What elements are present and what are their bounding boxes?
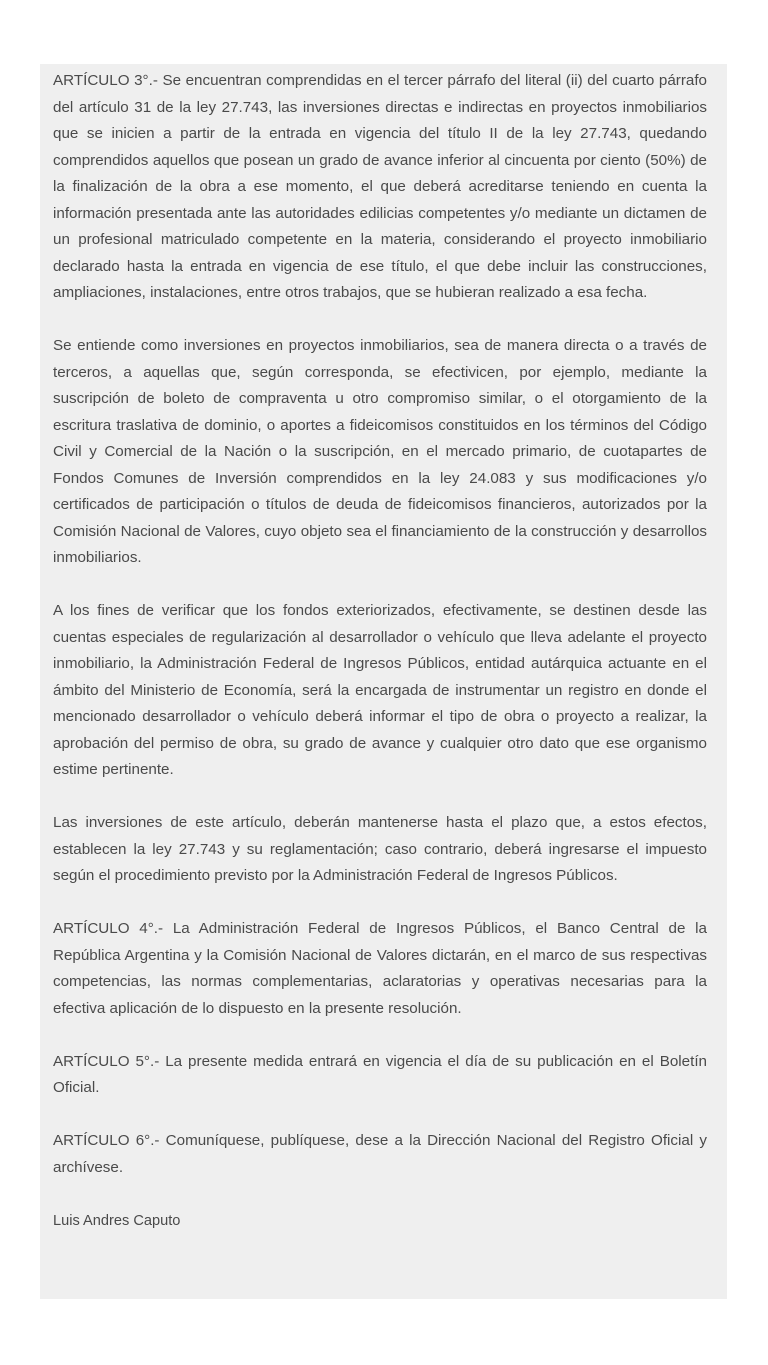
document-box [40,64,727,1299]
paragraph-articulo-6: ARTÍCULO 6°.- Comuníquese, publíquese, dese a la Dirección Nacional del Registro Oficial y archívese. [53,1132,707,1176]
paragraph-plazo-inversiones: Las inversiones de este artículo, deberán mantenerse hasta el plazo que, a estos efectos, establecen la ley 27.743 y su reglamentación; caso contrario, deberá ingresarse el impuesto según el procedimiento previsto por la Administración Federal de Ingresos Públicos. [53,814,707,884]
paragraph-articulo-4: ARTÍCULO 4°.- La Administración Federal de Ingresos Públicos, el Banco Central de la República Argentina y la Comisión Nacional de Valores dictarán, en el marco de sus respectivas competencias, las normas complementarias, aclaratorias y operativas necesarias para la efectiva aplicación de lo dispuesto en la presente resolución. [53,920,707,1017]
paragraph-articulo-3: ARTÍCULO 3°.- Se encuentran comprendidas en el tercer párrafo del literal (ii) del cuarto párrafo del artículo 31 de la ley 27.743, las inversiones directas e indirectas en proyectos inmobiliarios que se inicien a partir de la entrada en vigencia del título II de la ley 27.743, quedando comprendidos aquellos que posean un grado de avance inferior al cincuenta por ciento (50%) de la finalización de la obra a ese momento, el que deberá acreditarse teniendo en cuenta la información presentada ante las autoridades edilicias competentes y/o mediante un dictamen de un profesional matriculado competente en la materia, considerando el proyecto inmobiliario declarado hasta la entrada en vigencia de ese título, el que debe incluir las construcciones, ampliaciones, instalaciones, entre otros trabajos, que se hubieran realizado a esa fecha. [53,72,707,301]
paragraph-inversiones-definicion: Se entiende como inversiones en proyectos inmobiliarios, sea de manera directa o a través de terceros, a aquellas que, según corresponda, se efectivicen, por ejemplo, mediante la suscripción de boleto de compraventa u otro compromiso similar, o el otorgamiento de la escritura traslativa de dominio, o aportes a fideicomisos constituidos en los términos del Código Civil y Comercial de la Nación o la suscripción, en el mercado primario, de cuotapartes de Fondos Comunes de Inversión comprendidos en la ley 24.083 y sus modificaciones y/o certificados de participación o títulos de deuda de fideicomisos financieros, autorizados por la Comisión Nacional de Valores, cuyo objeto sea el financiamiento de la construcción y desarrollos inmobiliarios. [53,337,707,566]
paragraph-verificacion-fondos: A los fines de verificar que los fondos exteriorizados, efectivamente, se destinen desde las cuentas especiales de regularización al desarrollador o vehículo que lleva adelante el proyecto inmobiliario, la Administración Federal de Ingresos Públicos, entidad autárquica actuante en el ámbito del Ministerio de Economía, será la encargada de instrumentar un registro en donde el mencionado desarrollador o vehículo deberá informar el tipo de obra o proyecto a realizar, la aprobación del permiso de obra, su grado de avance y cualquier otro dato que ese organismo estime pertinente. [53,602,707,778]
paragraph-articulo-5: ARTÍCULO 5°.- La presente medida entrará en vigencia el día de su publicación en el Boletín Oficial. [53,1052,707,1096]
signature: Luis Andres Caputo [53,1212,181,1229]
